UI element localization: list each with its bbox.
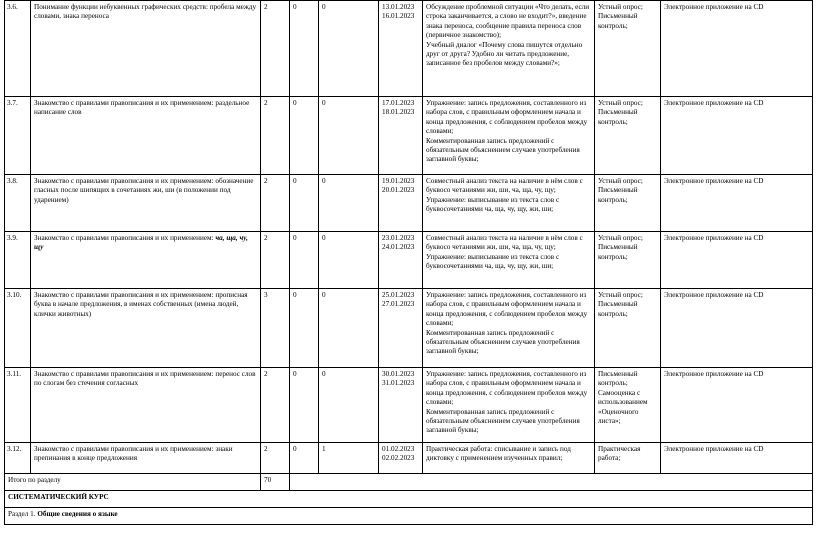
row-resources: Электронное приложение на CD: [661, 368, 813, 443]
row-practical-works: 0: [319, 289, 379, 368]
course-title-row: [5, 491, 813, 508]
row-control-works: 0: [290, 443, 319, 474]
row-practical-works: 0: [319, 175, 379, 232]
row-control-forms: Устный опрос; Письменный контроль;: [595, 175, 661, 232]
row-practical-works: 1: [319, 443, 379, 474]
row-resources: Электронное приложение на CD: [661, 97, 813, 175]
row-control-works: 0: [290, 1, 319, 97]
row-resources: Электронное приложение на CD: [661, 443, 813, 474]
row-activities: Упражнение: запись предложения, составленного из набора слов, с правильным оформлением начала и конца предложения, с соблюдением пробелов между словами; Комментированная запись предложений с обязательным объяснением случаев употребления заглавной буквы;: [423, 289, 595, 368]
row-hours: 2: [261, 1, 290, 97]
row-topic: Знакомство с правилами правописания и их применением: прописная буква в начале предложения, в именах собственных (имена людей, клички животных): [31, 289, 261, 368]
row-control-works: 0: [290, 289, 319, 368]
row-topic: [31, 232, 261, 289]
row-hours: 2: [261, 175, 290, 232]
row-number: 3.9.: [5, 232, 31, 289]
row-dates: 23.01.2023 24.01.2023: [379, 232, 423, 289]
row-resources: Электронное приложение на CD: [661, 289, 813, 368]
row-activities: Совместный анализ текста на наличие в нём слов с буквосо четаниями жи, ши, ча, ща, чу, щу; Упражнение: выписывание из текста слов с буквосочетаниями ча, ща, чу, щу, жи, ши;: [423, 232, 595, 289]
row-resources: Электронное приложение на CD: [661, 1, 813, 97]
section-row: [5, 508, 813, 525]
row-control-forms: Практическая работа;: [595, 443, 661, 474]
row-dates: 13.01.2023 16.01.2023: [379, 1, 423, 97]
table-row: [5, 368, 813, 443]
lesson-plan-table: [4, 0, 813, 525]
row-control-forms: Устный опрос; Письменный контроль;: [595, 232, 661, 289]
total-value: 70: [261, 474, 290, 491]
total-label: Итого по разделу: [5, 474, 261, 491]
row-number: 3.8.: [5, 175, 31, 232]
row-control-works: 0: [290, 97, 319, 175]
row-hours: 2: [261, 97, 290, 175]
row-dates: 25.01.2023 27.01.2023: [379, 289, 423, 368]
total-row: [5, 474, 813, 491]
row-practical-works: 0: [319, 232, 379, 289]
section-title: Общие сведения о языке: [37, 510, 118, 518]
row-activities: Упражнение: запись предложения, составленного из набора слов, с правильным оформлением начала и конца предложения, с соблюдением пробелов между словами; Комментированная запись предложений с обязательным объяснением случаев употребления заглавной буквы;: [423, 97, 595, 175]
row-topic-text: Знакомство с правилами правописания и их применением:: [34, 234, 216, 242]
row-activities: Обсуждение проблемной ситуации «Что делать, если строка заканчивается, а слово не входит?», введение знака переноса, сообщение правила переноса слов (первичное знакомство); Учебный диалог «Почему слова пишутся отдельно друг от друга? Удобно ли читать предложение, записанное без пробелов между словами?»;: [423, 1, 595, 97]
row-number: 3.12.: [5, 443, 31, 474]
row-hours: 2: [261, 443, 290, 474]
row-control-forms: Устный опрос; Письменный контроль;: [595, 97, 661, 175]
row-topic: Понимание функции небуквенных графических средств: пробела между словами, знака переноса: [31, 1, 261, 97]
row-topic: Знакомство с правилами правописания и их применением: обозначение гласных после шипящих в сочетаниях жи, ши (в положении под ударением): [31, 175, 261, 232]
row-dates: 19.01.2023 20.01.2023: [379, 175, 423, 232]
row-topic: Знакомство с правилами правописания и их применением: перенос слов по слогам без стечения согласных: [31, 368, 261, 443]
row-control-forms: Письменный контроль; Самооценка с использованием «Оценочного листа»;: [595, 368, 661, 443]
table-row: [5, 443, 813, 474]
course-title-text: СИСТЕМАТИЧЕСКИЙ КУРС: [8, 493, 109, 501]
row-topic-letter-combinations: ча, ща, чу, щу: [34, 234, 248, 252]
row-topic: Знакомство с правилами правописания и их применением: раздельное написание слов: [31, 97, 261, 175]
row-control-forms: Устный опрос; Письменный контроль;: [595, 1, 661, 97]
table-row: [5, 232, 813, 289]
row-control-forms: Устный опрос; Письменный контроль;: [595, 289, 661, 368]
table-row: [5, 289, 813, 368]
row-topic: Знакомство с правилами правописания и их применением: знаки препинания в конце предложения: [31, 443, 261, 474]
row-activities: Упражнение: запись предложения, составленного из набора слов, с правильным оформлением начала и конца предложения, с соблюдением пробелов между словами; Комментированная запись предложений с обязательным объяснением случаев употребления заглавной буквы;: [423, 368, 595, 443]
table-row: [5, 1, 813, 97]
row-hours: 2: [261, 232, 290, 289]
row-practical-works: 0: [319, 97, 379, 175]
row-number: 3.7.: [5, 97, 31, 175]
row-number: 3.10.: [5, 289, 31, 368]
row-control-works: 0: [290, 232, 319, 289]
row-control-works: 0: [290, 368, 319, 443]
row-control-works: 0: [290, 175, 319, 232]
row-dates: 01.02.2023 02.02.2023: [379, 443, 423, 474]
section-prefix: Раздел 1.: [8, 510, 38, 518]
row-hours: 2: [261, 368, 290, 443]
course-title: [5, 491, 813, 508]
row-resources: Электронное приложение на CD: [661, 232, 813, 289]
section-heading: [5, 508, 813, 525]
total-empty: [290, 474, 813, 491]
row-resources: Электронное приложение на CD: [661, 175, 813, 232]
row-activities: Практическая работа: списывание и запись под диктовку с применением изученных правил;: [423, 443, 595, 474]
row-dates: 17.01.2023 18.01.2023: [379, 97, 423, 175]
row-practical-works: 0: [319, 1, 379, 97]
row-activities: Совместный анализ текста на наличие в нём слов с буквосо четаниями жи, ши, ча, ща, чу, щу; Упражнение: выписывание из текста слов с буквосочетаниями ча, ща, чу, щу, жи, ши;: [423, 175, 595, 232]
row-number: 3.6.: [5, 1, 31, 97]
row-number: 3.11.: [5, 368, 31, 443]
table-row: [5, 175, 813, 232]
row-hours: 3: [261, 289, 290, 368]
row-practical-works: 0: [319, 368, 379, 443]
row-dates: 30.01.2023 31.01.2023: [379, 368, 423, 443]
table-row: [5, 97, 813, 175]
